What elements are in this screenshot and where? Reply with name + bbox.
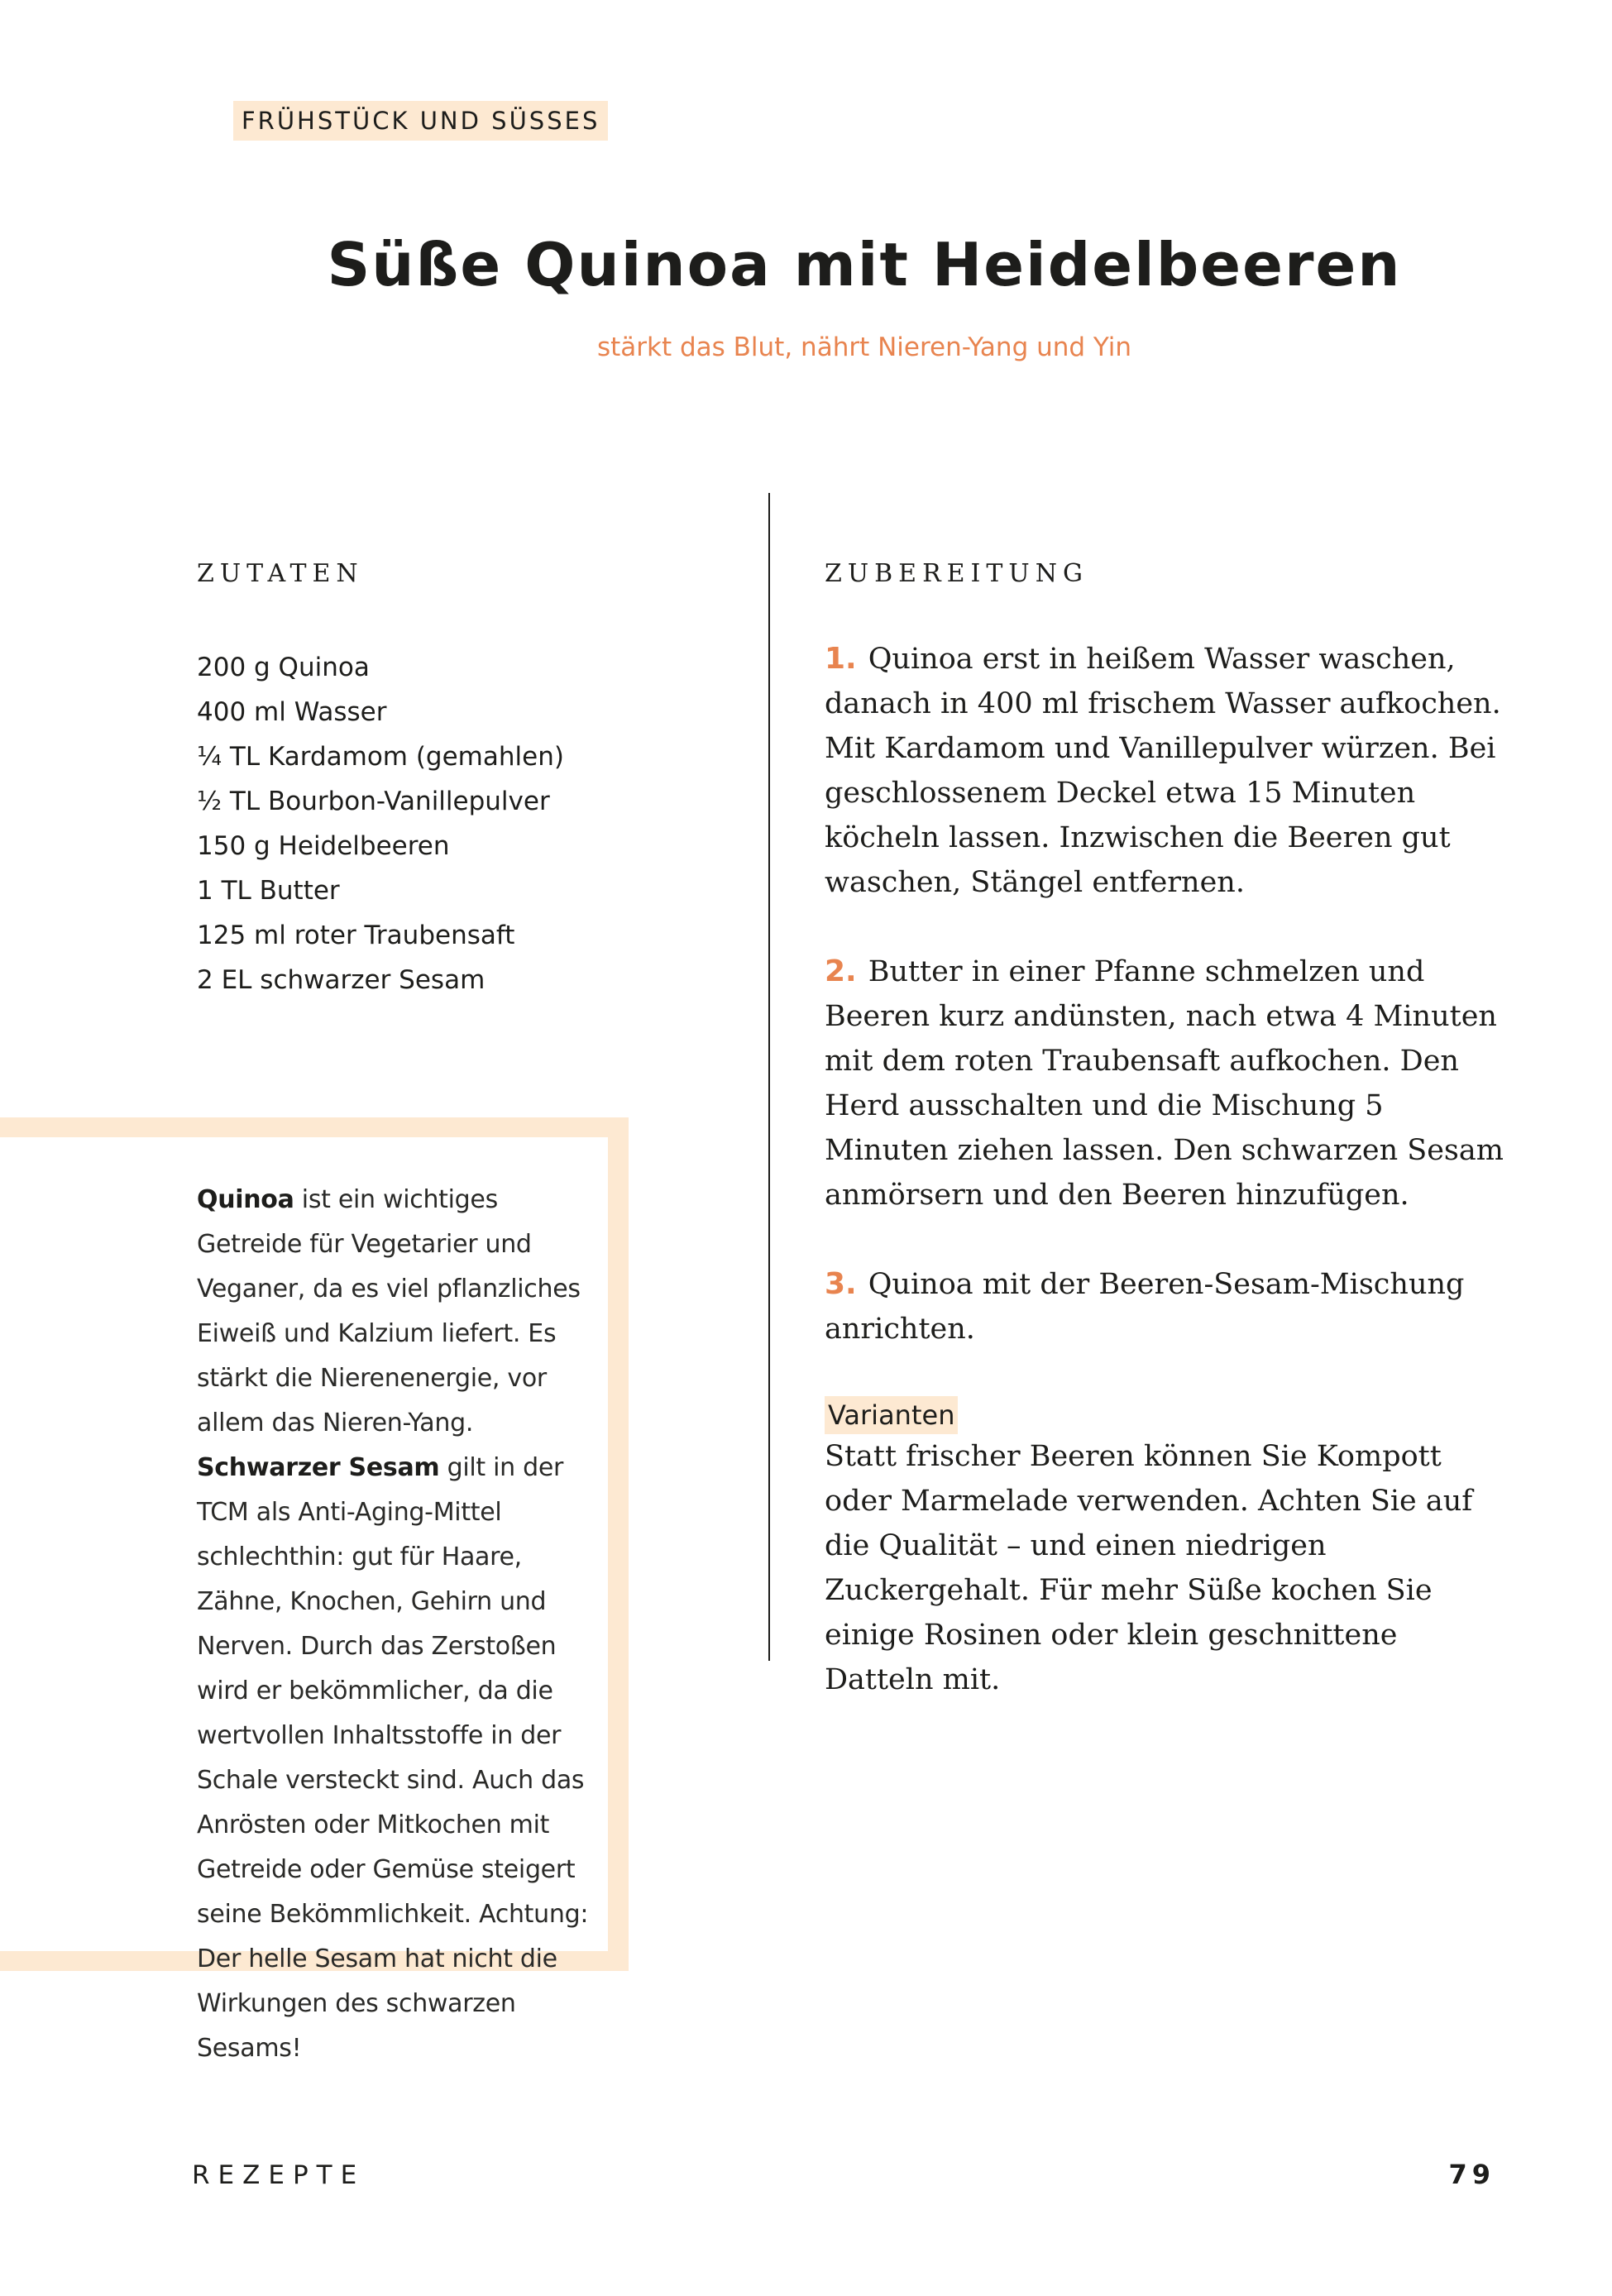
step-3: [825, 1262, 1511, 1351]
step-1: [825, 637, 1511, 905]
info-term-quinoa: Quinoa: [197, 1185, 294, 1214]
info-box-frame-top: [0, 1117, 629, 1137]
ingredients-list: [197, 645, 693, 1002]
info-box-text: [197, 1178, 602, 2071]
step-text: Butter in einer Pfanne schmelzen und Beeren kurz andünsten, nach etwa 4 Minuten mit dem roten Traubensaft aufkochen. Den Herd ausschalten und die Mischung 5 Minuten ziehen lassen. Den schwarzen Sesam anmörsern und den Beeren hinzufügen.: [825, 955, 1504, 1212]
footer-section-label: REZEPTE: [192, 2160, 366, 2190]
info-term-sesam: Schwarzer Sesam: [197, 1453, 440, 1482]
ingredient-item: 125 ml roter Traubensaft: [197, 921, 515, 950]
preparation-steps: [825, 637, 1511, 1702]
page-number: 79: [1448, 2159, 1495, 2190]
step-text: Quinoa mit der Beeren-Sesam-Mischung anrichten.: [825, 1268, 1465, 1346]
variants-text: Statt frischer Beeren können Sie Kompott oder Marmelade verwenden. Achten Sie auf die Qualität – und einen niedrigen Zuckergehalt. Für mehr Süße kochen Sie einige Rosinen oder klein geschnittene Datteln mit.: [825, 1440, 1473, 1696]
ingredient-item: 150 g Heidelbeeren: [197, 831, 450, 861]
column-divider: [768, 493, 770, 1661]
ingredient-item: 2 EL schwarzer Sesam: [197, 965, 486, 995]
recipe-subtitle: stärkt das Blut, nährt Nieren-Yang und Yin: [596, 332, 1132, 362]
ingredient-item: 1 TL Butter: [197, 876, 340, 906]
recipe-title: Süße Quinoa mit Heidelbeeren: [327, 230, 1402, 299]
ingredient-item: 400 ml Wasser: [197, 697, 387, 727]
info-text-part1: ist ein wichtiges Getreide für Vegetarier und Veganer, da es viel pflanzliches Eiweiß und Kalzium liefert. Es stärkt die Nierenenergie, vor allem das Nieren-Yang.: [197, 1185, 581, 1437]
step-number: 3.: [825, 1267, 857, 1301]
step-2: [825, 949, 1511, 1217]
preparation-heading: ZUBEREITUNG: [825, 559, 1088, 588]
section-label: FRÜHSTÜCK UND SÜSSES: [233, 101, 608, 141]
info-text-part2: gilt in der TCM als Anti-Aging-Mittel schlechthin: gut für Haare, Zähne, Knochen, Gehirn und Nerven. Durch das Zerstoßen wird er bekömmlicher, da die wertvollen Inhaltsstoffe in der Schale versteckt sind. Auch das Anrösten oder Mitkochen mit Getreide oder Gemüse steigert seine Bekömmlichkeit. Achtung: Der helle Sesam hat nicht die Wirkungen des schwarzen Sesams!: [197, 1453, 589, 2063]
step-number: 1.: [825, 642, 857, 676]
variants-section: [825, 1396, 1511, 1702]
info-box-frame-right: [608, 1117, 629, 1971]
ingredients-heading: ZUTATEN: [197, 559, 364, 588]
step-number: 2.: [825, 954, 857, 988]
ingredient-item: ¼ TL Kardamom (gemahlen): [197, 742, 564, 772]
ingredient-item: ½ TL Bourbon-Vanillepulver: [197, 787, 550, 816]
step-text: Quinoa erst in heißem Wasser waschen, danach in 400 ml frischem Wasser aufkochen. Mit Kardamom und Vanillepulver würzen. Bei geschlossenem Deckel etwa 15 Minuten köcheln lassen. Inzwischen die Beeren gut waschen, Stängel entfernen.: [825, 643, 1501, 899]
ingredient-item: 200 g Quinoa: [197, 653, 370, 682]
variants-heading: Varianten: [825, 1396, 958, 1434]
